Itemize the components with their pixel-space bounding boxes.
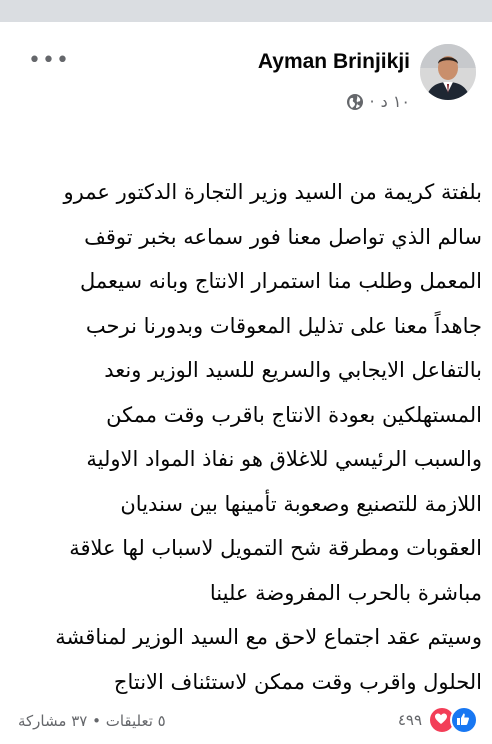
post-line: بالتفاعل الايجابي والسريع للسيد الوزير ونعد [104, 358, 482, 382]
top-separator-bar [0, 0, 492, 22]
post-line: سالم الذي تواصل معنا فور سماعه بخبر توقف [84, 224, 482, 249]
reactions-summary[interactable] [398, 706, 478, 734]
post-meta [346, 92, 411, 111]
post-line: وسيتم عقد اجتماع لاحق مع السيد الوزير لمناقشة [55, 625, 482, 649]
post-line: جاهداً معنا على تذليل المعوقات وبدورنا نرحب [85, 313, 482, 338]
post-line: المعمل وطلب منا استمرار الانتاج وبانه سيعمل [79, 269, 482, 293]
post-footer [0, 702, 492, 742]
post-header [0, 40, 492, 140]
like-icon [450, 706, 478, 734]
post-line: بلفتة كريمة من السيد وزير التجارة الدكتور عمرو [63, 180, 482, 204]
post-time[interactable]: ١٠ د [380, 92, 410, 111]
reaction-count[interactable]: ٤٩٩ [397, 711, 422, 729]
dot-separator: · [369, 92, 375, 111]
author-avatar[interactable] [420, 44, 476, 100]
author-name[interactable]: Ayman Brinjikji [257, 50, 410, 73]
post-card [0, 22, 492, 744]
post-line: اللازمة للتصنيع وصعوبة تأمينها بين سنديان [120, 491, 482, 516]
more-options-icon[interactable]: ••• [28, 48, 70, 73]
post-line: العقوبات ومطرقة شح التمويل لاسباب لها علاقة [69, 536, 482, 560]
post-line: والسبب الرئيسي للاغلاق هو نفاذ المواد الاولية [86, 447, 482, 471]
comments-shares-count[interactable]: ٥ تعليقات • ٣٧ مشاركة [18, 712, 166, 730]
post-line: مباشرة بالحرب المفروضة علينا [209, 580, 482, 605]
post-text [24, 170, 482, 704]
globe-icon [346, 93, 364, 111]
post-line: الحلول واقرب وقت ممكن لاستئناف الانتاج [113, 669, 482, 694]
post-line: المستهلكين بعودة الانتاج باقرب وقت ممكن [106, 402, 482, 427]
